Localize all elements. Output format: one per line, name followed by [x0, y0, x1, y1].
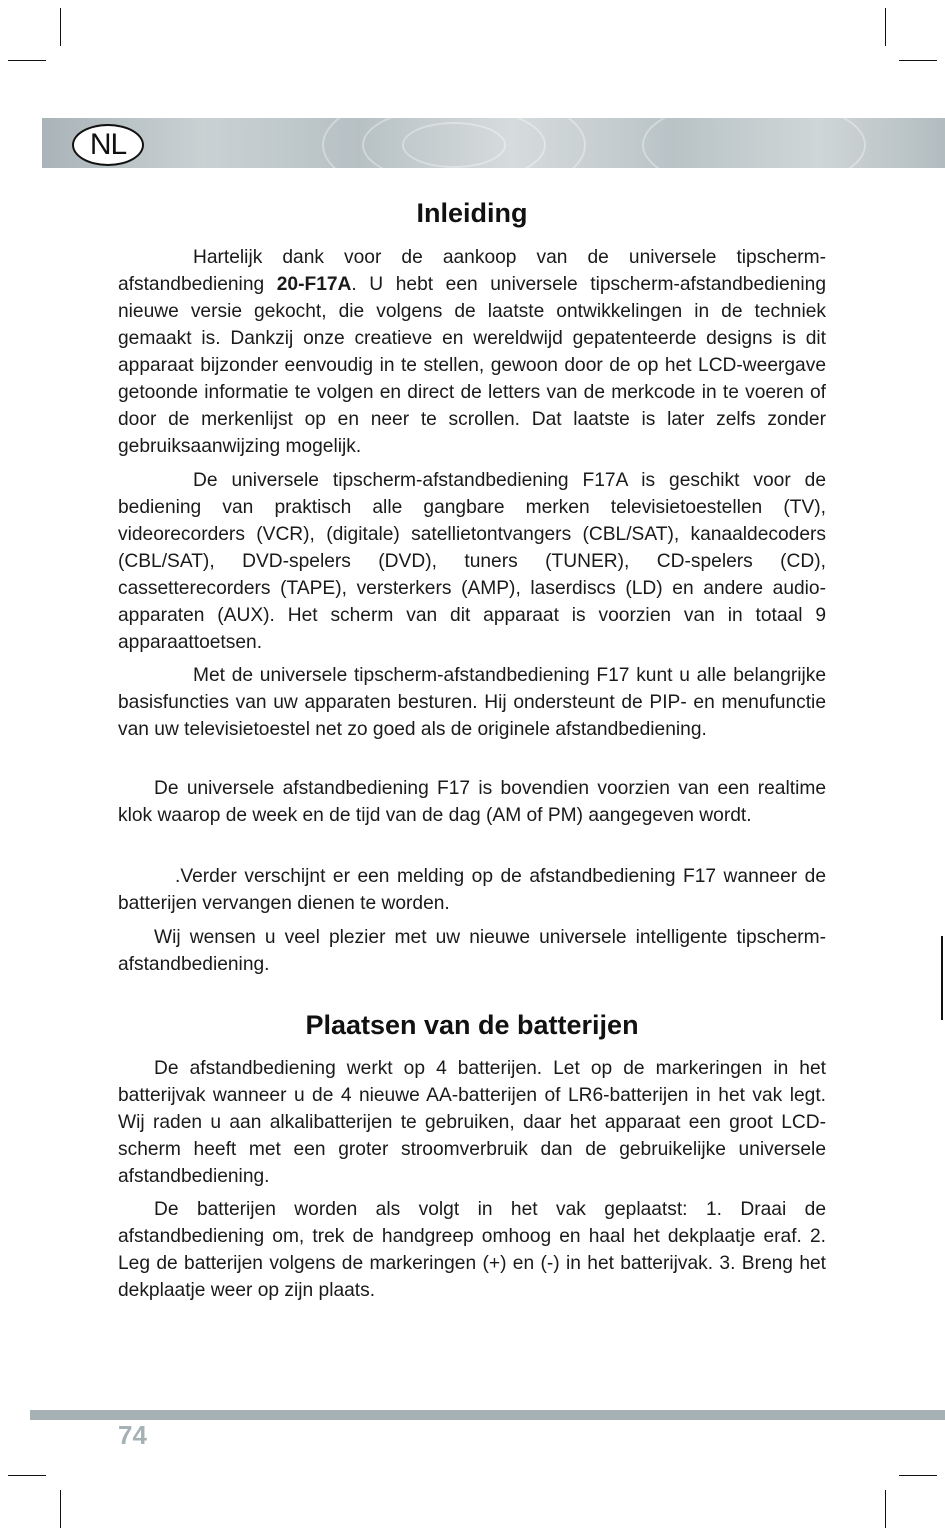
page-number: 74	[118, 1420, 147, 1450]
paragraph: De universele afstandbediening F17 is bovendien voorzien van een realtime klok waarop de week en de tijd van de dag (AM of PM) aangegeven wordt.	[118, 778, 826, 826]
crop-mark-top-right-h	[899, 60, 937, 61]
crop-mark-bottom-left-v	[60, 1490, 61, 1528]
crop-mark-top-left-v	[60, 8, 61, 46]
header-banner	[42, 118, 945, 168]
crop-mark-bottom-right-v	[885, 1490, 886, 1528]
crop-mark-bottom-right-h	[899, 1475, 937, 1476]
banner-ripple	[402, 122, 506, 168]
footer-bar	[30, 1410, 945, 1420]
model-number: 20-F17A	[276, 274, 352, 295]
paragraph	[118, 244, 826, 460]
paragraph: .Verder verschijnt er een melding op de afstandbediening F17 wanneer de batterijen vervangen dienen te worden.	[118, 866, 826, 914]
side-marker	[941, 936, 943, 1020]
paragraph: Met de universele tipscherm-afstandbediening F17 kunt u alle belangrijke basisfuncties van uw apparaten besturen. Hij ondersteunt de PIP- en menufunctie van uw televisietoestel net zo goed als de originele afstandbediening.	[118, 665, 826, 740]
paragraph-text: Hartelijk dank voor de aankoop van de universele tipscherm-afstandbediening	[118, 247, 826, 295]
section-title-inleiding: Inleiding	[416, 198, 528, 228]
language-badge: NL	[72, 124, 144, 166]
crop-mark-top-right-v	[885, 8, 886, 46]
paragraph: Wij wensen u veel plezier met uw nieuwe universele intelligente tipscherm-afstandbediening.	[118, 927, 826, 975]
paragraph-text: . U hebt een universele tipscherm-afstandbediening nieuwe versie gekocht, die volgens de laatste ontwikkelingen in de techniek gemaakt is. Dankzij onze creatieve en wereldwijd gepatenteerde designs is dit apparaat bijzonder eenvoudig in te stellen, gewoon door de op het LCD-weergave getoonde informatie te volgen en direct de letters van de merkcode in te voeren of door de merkenlijst op en neer te scrollen. Dat laatste is later zelfs zonder gebruiksaanwijzing mogelijk.	[118, 274, 826, 457]
paragraph: De afstandbediening werkt op 4 batterijen. Let op de markeringen in het batterijvak wanneer u de 4 nieuwe AA-batterijen of LR6-batterijen in het vak legt. Wij raden u aan alkalibatterijen te gebruiken, daar het apparaat een groot LCD-scherm heeft met een groter stroomverbruik dan de gebruikelijke universele afstandbediening.	[118, 1058, 826, 1187]
banner-ripple	[642, 118, 866, 168]
paragraph: De batterijen worden als volgt in het vak geplaatst: 1. Draai de afstandbediening om, trek de handgreep omhoog en haal het dekplaatje eraf. 2. Leg de batterijen volgens de markeringen (+) en (-) in het batterijvak. 3. Breng het dekplaatje weer op zijn plaats.	[118, 1199, 826, 1301]
crop-mark-bottom-left-h	[8, 1475, 46, 1476]
section-title-batterijen: Plaatsen van de batterijen	[305, 1010, 639, 1040]
crop-mark-top-left-h	[8, 60, 46, 61]
paragraph: De universele tipscherm-afstandbediening F17A is geschikt voor de bediening van praktisch alle gangbare merken televisietoestellen (TV), videorecorders (VCR), (digitale) satellietontvangers (CBL/SAT), kanaaldecoders (CBL/SAT), DVD-spelers (DVD), tuners (TUNER), CD-spelers (CD), cassetterecorders (TAPE), versterkers (AMP), laserdiscs (LD) en andere audio-apparaten (AUX). Het scherm van dit apparaat is voorzien van in totaal 9 apparaattoetsen.	[118, 470, 826, 653]
